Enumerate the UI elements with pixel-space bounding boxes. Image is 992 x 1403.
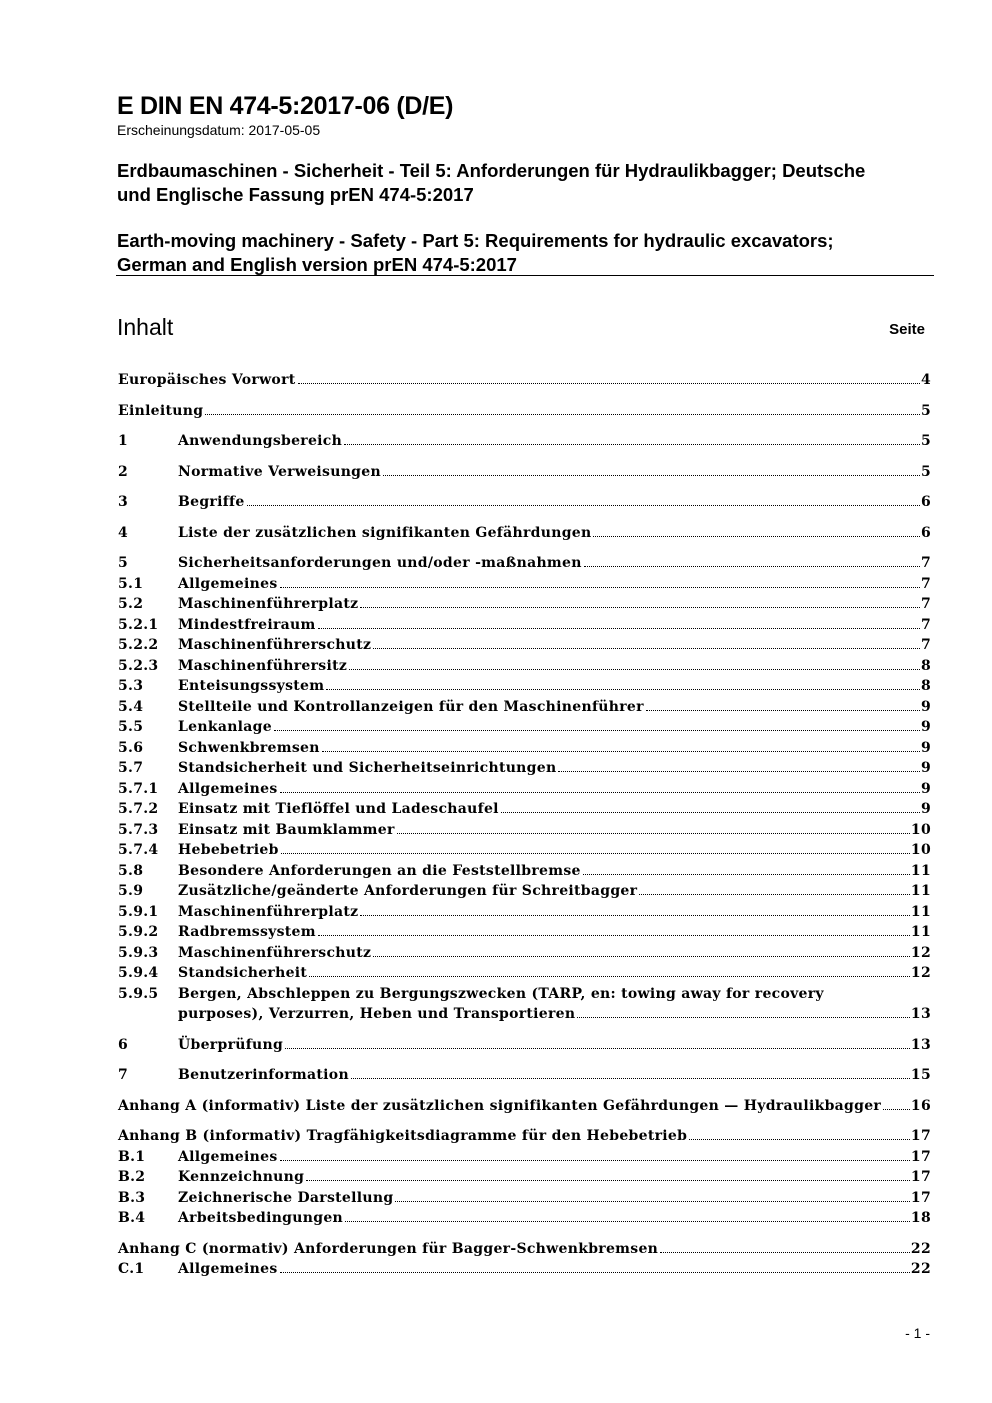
toc-entry-number: 7 <box>118 1067 129 1083</box>
toc-entry-page: 8 <box>920 657 931 674</box>
toc-entry-page: 5 <box>920 402 931 419</box>
toc-entry-page: 13 <box>910 1036 931 1053</box>
toc-entry-number: 5.2.2 <box>118 637 159 653</box>
toc-entry-page: 5 <box>920 433 931 449</box>
toc-entry-number: 3 <box>118 494 129 510</box>
table-of-contents <box>118 370 931 1280</box>
document-id: E DIN EN 474-5:2017-06 (D/E) <box>117 92 454 120</box>
toc-leader <box>344 444 920 445</box>
toc-leader <box>558 771 920 772</box>
toc-entry-title: Stellteile und Kontrollanzeigen für den Maschinenführer <box>178 698 644 715</box>
toc-entry-page: 10 <box>910 821 931 838</box>
toc-entry-number: 1 <box>118 433 129 449</box>
toc-entry[interactable] <box>118 943 931 964</box>
header-divider <box>116 275 934 276</box>
toc-entry[interactable] <box>118 1065 931 1086</box>
toc-entry-page: 9 <box>920 739 931 756</box>
toc-leader <box>306 1180 910 1181</box>
toc-entry[interactable] <box>118 1035 931 1056</box>
toc-entry-page: 18 <box>910 1210 931 1226</box>
toc-entry-page: 4 <box>920 372 931 388</box>
toc-leader <box>281 853 910 854</box>
toc-entry-page: 11 <box>910 883 931 899</box>
toc-entry-number: 5 <box>118 555 129 571</box>
toc-entry[interactable] <box>118 881 931 902</box>
toc-entry-number: 5.7 <box>118 760 144 776</box>
toc-leader <box>274 730 920 731</box>
toc-entry-title: Sicherheitsanforderungen und/oder -maßnahmen <box>178 555 582 571</box>
toc-entry-title: Allgemeines <box>178 1261 278 1277</box>
toc-entry-title: Schwenkbremsen <box>178 739 320 756</box>
toc-entry-number: C.1 <box>118 1261 145 1277</box>
toc-entry-title: Bergen, Abschleppen zu Bergungszwecken (TARP, en: towing away for recovery <box>178 985 824 1002</box>
toc-entry-page: 9 <box>920 698 931 715</box>
toc-leader <box>360 607 920 608</box>
toc-entry-title: Benutzerinformation <box>178 1067 349 1083</box>
toc-leader <box>646 710 920 711</box>
toc-entry[interactable] <box>118 861 931 882</box>
toc-leader <box>318 628 920 629</box>
toc-entry-number: 5.7.4 <box>118 842 159 858</box>
toc-entry-number: 5.9.3 <box>118 944 159 961</box>
toc-leader <box>383 475 920 476</box>
toc-entry-title: Maschinenführersitz <box>178 657 348 674</box>
toc-entry[interactable] <box>118 635 931 656</box>
toc-entry[interactable] <box>118 738 931 759</box>
toc-leader <box>345 1221 910 1222</box>
toc-entry-title-continued: purposes), Verzurren, Heben und Transportieren <box>178 1006 576 1022</box>
toc-entry-number: B.3 <box>118 1189 146 1206</box>
toc-entry[interactable] <box>118 462 931 483</box>
toc-entry-number: 5.7.2 <box>118 801 159 817</box>
toc-entry[interactable] <box>118 553 931 574</box>
toc-leader <box>660 1252 910 1253</box>
toc-entry[interactable] <box>118 840 931 861</box>
toc-leader <box>247 505 920 506</box>
toc-entry[interactable] <box>118 370 931 391</box>
toc-entry[interactable] <box>118 1147 931 1168</box>
toc-entry-number: 5.2.3 <box>118 657 159 674</box>
toc-entry-page: 7 <box>920 575 931 592</box>
toc-leader <box>298 383 920 384</box>
toc-entry-number: B.4 <box>118 1210 146 1226</box>
toc-entry[interactable] <box>118 676 931 697</box>
toc-leader <box>593 536 919 537</box>
toc-entry[interactable] <box>118 820 931 841</box>
toc-entry-title: Maschinenführerschutz <box>178 944 372 961</box>
toc-entry[interactable] <box>118 984 931 1025</box>
toc-entry-title: Arbeitsbedingungen <box>178 1210 344 1226</box>
toc-entry-body <box>178 984 931 1025</box>
toc-entry-title: Anwendungsbereich <box>178 433 343 449</box>
toc-leader <box>373 648 920 649</box>
toc-entry-number: 6 <box>118 1036 129 1053</box>
toc-leader <box>280 792 920 793</box>
toc-entry[interactable] <box>118 1096 931 1117</box>
page-number: - 1 - <box>905 1325 930 1341</box>
toc-entry-page: 17 <box>910 1128 931 1144</box>
toc-entry[interactable] <box>118 697 931 718</box>
toc-entry-page: 7 <box>920 616 931 633</box>
toc-entry-title: Einleitung <box>118 402 204 419</box>
toc-entry-number: 5.7.3 <box>118 821 159 838</box>
toc-entry-number: 5.2 <box>118 596 144 612</box>
toc-entry-title: Einsatz mit Baumklammer <box>178 821 395 838</box>
toc-leader <box>397 833 910 834</box>
toc-entry-title: Einsatz mit Tieflöffel und Ladeschaufel <box>178 801 499 817</box>
toc-entry[interactable] <box>118 922 931 943</box>
toc-leader <box>351 1078 910 1079</box>
toc-entry-number: 5.3 <box>118 678 144 694</box>
toc-entry-title: Begriffe <box>178 494 245 510</box>
toc-entry-title: Allgemeines <box>178 1148 278 1165</box>
toc-entry-number: 5.9.5 <box>118 985 159 1002</box>
toc-leader <box>205 414 920 415</box>
toc-entry-continuation <box>178 1004 931 1025</box>
toc-entry-title: Lenkanlage <box>178 719 272 735</box>
toc-entry-title: Anhang B (informativ) Tragfähigkeitsdiagramme für den Hebebetrieb <box>118 1128 688 1144</box>
toc-entry[interactable] <box>118 431 931 452</box>
toc-entry-title: Anhang A (informativ) Liste der zusätzlichen signifikanten Gefährdungen — Hydraulikbagger <box>118 1097 882 1114</box>
toc-entry-page: 9 <box>920 801 931 817</box>
toc-entry-title: Standsicherheit <box>178 965 308 981</box>
toc-entry[interactable] <box>118 779 931 800</box>
toc-entry[interactable] <box>118 615 931 636</box>
toc-entry-title: Zeichnerische Darstellung <box>178 1189 394 1206</box>
toc-leader <box>280 1160 910 1161</box>
toc-entry-number: 5.9.2 <box>118 924 159 940</box>
toc-entry[interactable] <box>118 717 931 738</box>
toc-entry-page: 6 <box>920 494 931 510</box>
toc-entry-page: 12 <box>910 965 931 981</box>
toc-page-column-label: Seite <box>889 321 925 338</box>
toc-entry-page: 11 <box>910 903 931 920</box>
toc-entry-number: B.2 <box>118 1169 146 1185</box>
toc-entry-title: Überprüfung <box>178 1036 284 1053</box>
toc-leader <box>322 751 920 752</box>
toc-entry-number: 4 <box>118 524 129 541</box>
toc-entry-number: 5.6 <box>118 739 144 756</box>
toc-entry[interactable] <box>118 1126 931 1147</box>
toc-entry[interactable] <box>118 1208 931 1229</box>
toc-entry-title: Zusätzliche/geänderte Anforderungen für Schreitbagger <box>178 883 638 899</box>
toc-leader <box>285 1048 910 1049</box>
toc-entry-page: 13 <box>910 1006 931 1022</box>
toc-leader <box>280 1272 910 1273</box>
title-german-line1: Erdbaumaschinen - Sicherheit - Teil 5: Anforderungen für Hydraulikbagger; Deutsche <box>117 160 866 181</box>
toc-entry-title: Hebebetrieb <box>178 842 279 858</box>
toc-leader <box>689 1139 910 1140</box>
title-english <box>117 229 934 277</box>
toc-leader <box>360 915 910 916</box>
toc-entry-title: Normative Verweisungen <box>178 463 381 480</box>
title-english-line1: Earth-moving machinery - Safety - Part 5: Requirements for hydraulic excavators; <box>117 230 834 251</box>
toc-entry-page: 12 <box>910 944 931 961</box>
publication-date: Erscheinungsdatum: 2017-05-05 <box>117 122 321 138</box>
toc-entry-title: Standsicherheit und Sicherheitseinrichtungen <box>178 760 557 776</box>
title-german <box>117 159 934 207</box>
toc-entry-title: Allgemeines <box>178 575 278 592</box>
toc-entry-title: Europäisches Vorwort <box>118 372 296 388</box>
toc-entry[interactable] <box>118 656 931 677</box>
toc-entry[interactable] <box>118 1167 931 1188</box>
toc-entry-page: 5 <box>920 463 931 480</box>
toc-entry[interactable] <box>118 1188 931 1209</box>
toc-leader <box>395 1201 909 1202</box>
toc-leader <box>639 894 910 895</box>
toc-entry[interactable] <box>118 1239 931 1260</box>
toc-entry-page: 15 <box>910 1067 931 1083</box>
toc-entry-title: Radbremssystem <box>178 924 316 940</box>
toc-leader <box>577 1017 910 1018</box>
toc-entry-page: 7 <box>920 596 931 612</box>
toc-entry-title: Maschinenführerplatz <box>178 903 359 920</box>
toc-entry-title: Mindestfreiraum <box>178 616 316 633</box>
toc-entry-number: 5.2.1 <box>118 616 159 633</box>
toc-entry-page: 6 <box>920 524 931 541</box>
toc-leader <box>280 587 920 588</box>
toc-entry-page: 17 <box>910 1189 931 1206</box>
toc-entry-title: Enteisungssystem <box>178 678 325 694</box>
toc-entry[interactable] <box>118 1259 931 1280</box>
toc-leader <box>326 689 920 690</box>
toc-entry-page: 8 <box>920 678 931 694</box>
toc-entry-page: 9 <box>920 780 931 797</box>
toc-entry-number: B.1 <box>118 1148 146 1165</box>
toc-entry-title: Maschinenführerschutz <box>178 637 372 653</box>
toc-entry[interactable] <box>118 401 931 422</box>
toc-entry-page: 11 <box>910 862 931 879</box>
toc-entry-page: 7 <box>920 555 931 571</box>
toc-entry[interactable] <box>118 523 931 544</box>
toc-entry-number: 5.4 <box>118 698 144 715</box>
toc-entry-number: 5.9.4 <box>118 965 159 981</box>
toc-entry-page: 22 <box>910 1240 931 1257</box>
toc-entry-number: 5.7.1 <box>118 780 159 797</box>
toc-leader <box>883 1109 910 1110</box>
toc-entry-number: 5.8 <box>118 862 144 879</box>
toc-leader <box>349 669 920 670</box>
toc-entry-page: 22 <box>910 1261 931 1277</box>
toc-entry-title: Kennzeichnung <box>178 1169 305 1185</box>
toc-leader <box>501 812 920 813</box>
toc-entry-title: Allgemeines <box>178 780 278 797</box>
toc-entry[interactable] <box>118 963 931 984</box>
toc-entry-page: 9 <box>920 719 931 735</box>
toc-entry-title: Anhang C (normativ) Anforderungen für Bagger-Schwenkbremsen <box>118 1240 659 1257</box>
toc-heading: Inhalt <box>117 314 174 340</box>
toc-entry[interactable] <box>118 492 931 513</box>
title-german-line2: und Englische Fassung prEN 474-5:2017 <box>117 184 474 205</box>
toc-entry-page: 10 <box>910 842 931 858</box>
toc-entry-page: 11 <box>910 924 931 940</box>
toc-entry-title: Maschinenführerplatz <box>178 596 359 612</box>
toc-leader <box>584 566 920 567</box>
toc-entry-number: 5.9.1 <box>118 903 159 920</box>
toc-entry-number: 5.5 <box>118 719 144 735</box>
toc-entry-page: 17 <box>910 1148 931 1165</box>
toc-entry[interactable] <box>118 594 931 615</box>
toc-leader <box>309 976 910 977</box>
title-english-line2: German and English version prEN 474-5:2017 <box>117 254 517 275</box>
toc-entry-page: 17 <box>910 1169 931 1185</box>
toc-leader <box>373 956 910 957</box>
toc-entry[interactable] <box>118 574 931 595</box>
toc-entry-number: 5.1 <box>118 575 144 592</box>
toc-entry-number: 2 <box>118 463 129 480</box>
toc-entry-page: 7 <box>920 637 931 653</box>
toc-entry-page: 16 <box>910 1097 931 1114</box>
toc-entry-page: 9 <box>920 760 931 776</box>
toc-leader <box>318 935 910 936</box>
toc-leader <box>583 874 910 875</box>
toc-entry[interactable] <box>118 799 931 820</box>
toc-entry[interactable] <box>118 902 931 923</box>
toc-entry[interactable] <box>118 758 931 779</box>
toc-entry-title: Besondere Anforderungen an die Feststellbremse <box>178 862 581 879</box>
toc-entry-number: 5.9 <box>118 883 144 899</box>
toc-entry-title: Liste der zusätzlichen signifikanten Gefährdungen <box>178 524 592 541</box>
